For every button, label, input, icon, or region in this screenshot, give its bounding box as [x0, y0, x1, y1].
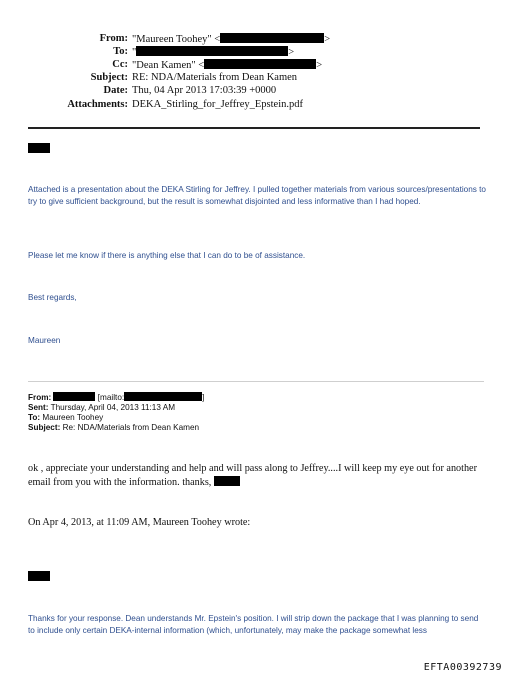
forwarded-sent-row: Sent: Thursday, April 04, 2013 11:13 AM	[28, 403, 176, 412]
forwarded-to-row: To: Maureen Toohey	[28, 413, 104, 422]
header-to-value: " >	[132, 47, 295, 58]
redaction-box	[28, 143, 50, 153]
reply-paragraph-2: Please let me know if there is anything else that I can do to be of assistance.	[28, 251, 306, 260]
reply-sender-name: Maureen	[28, 336, 61, 345]
message3-body: Thanks for your response. Dean understands Mr. Epstein's position. I will strip down the package that I was planning to send to include only certain DEKA-internal information (which, unfortunately, may make the package somewhat less	[28, 614, 479, 635]
header-date-value: Thu, 04 Apr 2013 17:03:39 +0000	[132, 85, 277, 96]
header-attachments-label: Attachments:	[67, 99, 128, 110]
header-from-label: From:	[99, 33, 128, 44]
header-attachments-value[interactable]: DEKA_Stirling_for_Jeffrey_Epstein.pdf	[132, 99, 303, 110]
reply-signoff: Best regards,	[28, 293, 77, 302]
redaction-box	[124, 392, 202, 401]
header-cc-value: "Dean Kamen" < >	[132, 60, 323, 71]
forwarded-to-value: Maureen Toohey	[42, 413, 104, 422]
forward-divider	[28, 381, 484, 382]
forwarded-header	[28, 392, 488, 433]
redaction-box	[28, 571, 50, 581]
forwarded-subject-value: Re: NDA/Materials from Dean Kamen	[62, 423, 200, 432]
reply-paragraph-1: Attached is a presentation about the DEKA Stirling for Jeffrey. I pulled together materials from various sources/presentations to try to give sufficient background, but the result is somewhat disjointed and less informative than I had hoped.	[28, 185, 486, 206]
redaction-box	[220, 33, 324, 43]
forwarded-subject-row: Subject: Re: NDA/Materials from Dean Kamen	[28, 423, 200, 432]
message2-body: ok , appreciate your understanding and help and will pass along to Jeffrey....I will keep my eye out for another email from you with the information. thanks,	[28, 463, 477, 488]
header-date-label: Date:	[103, 85, 128, 96]
header-subject-value: RE: NDA/Materials from Dean Kamen	[132, 72, 298, 83]
header-divider	[28, 127, 480, 129]
redaction-box	[53, 392, 95, 401]
header-to-label: To:	[113, 46, 128, 57]
forwarded-from-row: From: [mailto: ]	[28, 393, 205, 402]
redaction-box	[214, 476, 240, 486]
redaction-box	[136, 46, 288, 56]
redaction-box	[204, 59, 316, 69]
message2-quote-intro: On Apr 4, 2013, at 11:09 AM, Maureen Toohey wrote:	[28, 517, 251, 528]
header-cc-label: Cc:	[112, 59, 128, 70]
forwarded-sent-value: Thursday, April 04, 2013 11:13 AM	[50, 403, 176, 412]
bates-number: EFTA00392739	[423, 662, 502, 673]
header-subject-label: Subject:	[90, 72, 128, 83]
header-from-value: "Maureen Toohey" < >	[132, 34, 331, 45]
forwarded-from-label: From:	[28, 393, 52, 402]
